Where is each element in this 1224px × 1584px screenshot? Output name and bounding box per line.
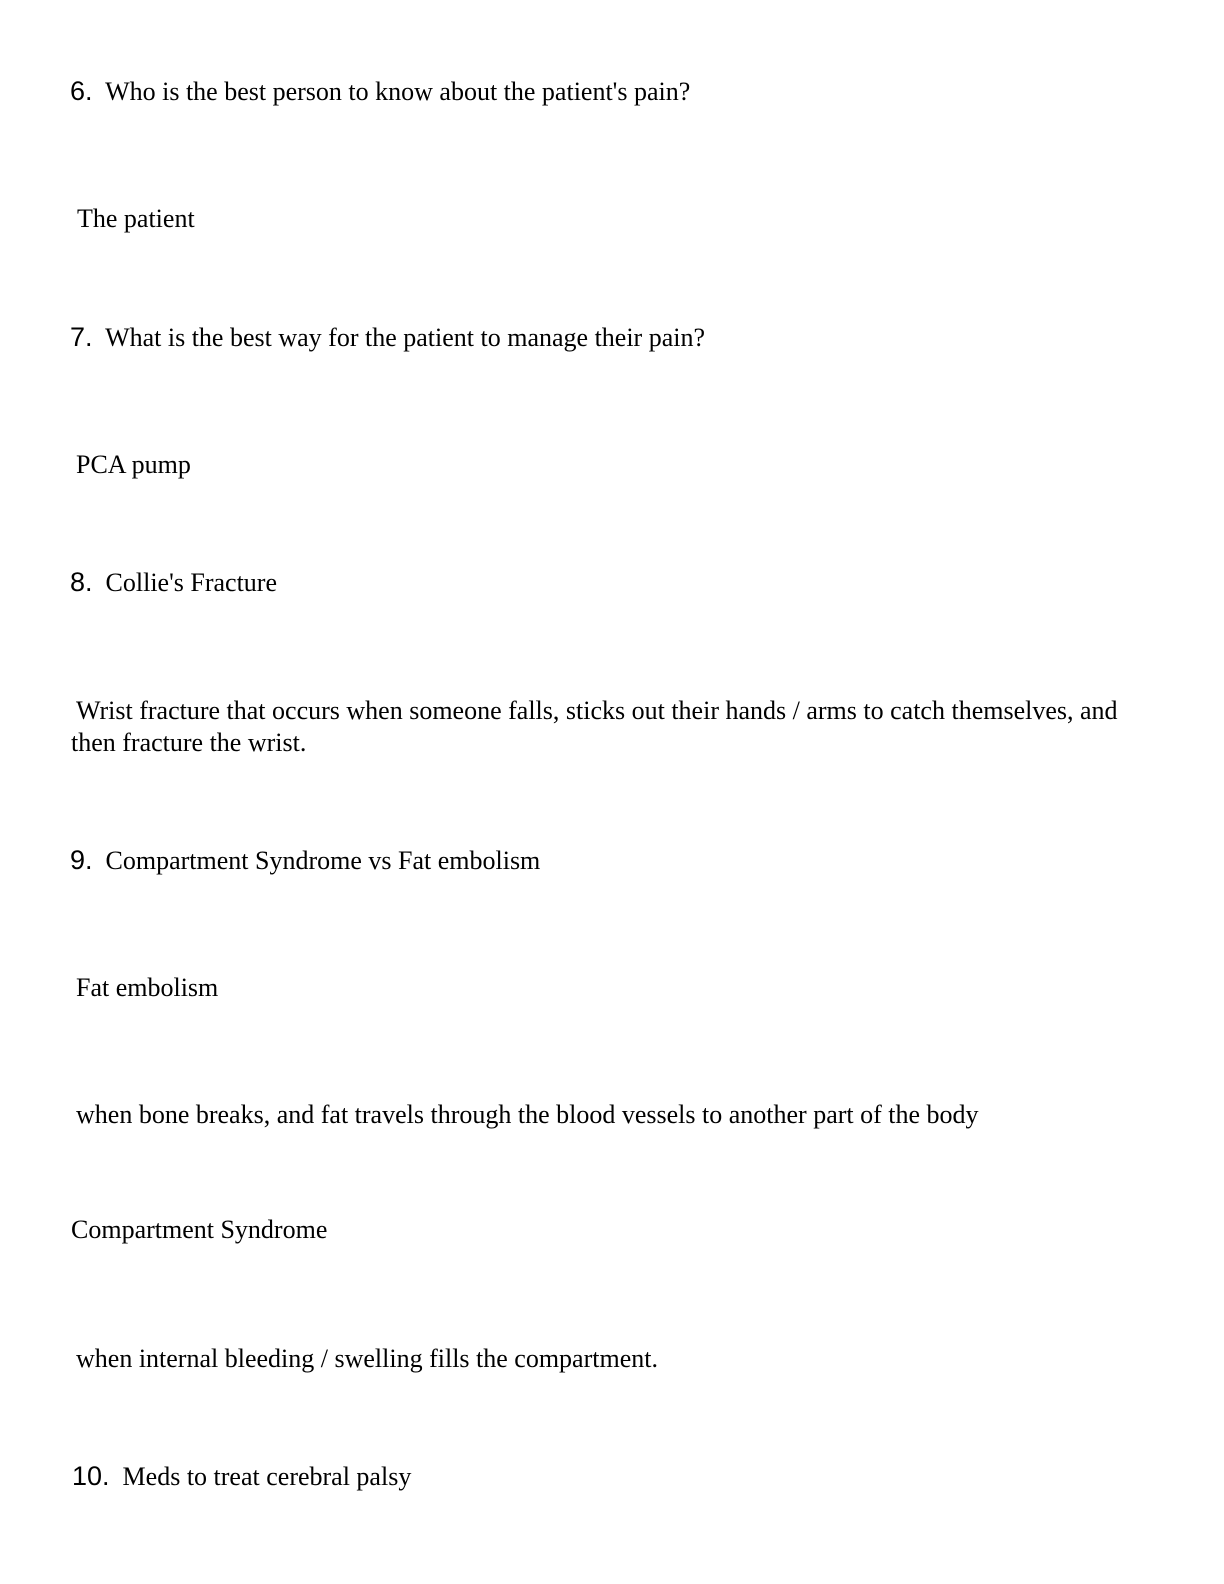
- answer-7: PCA pump: [76, 450, 191, 479]
- question-7: [70, 322, 705, 353]
- answer-9-fat-embolism-definition: when bone breaks, and fat travels through the blood vessels to another part of the body: [76, 1100, 979, 1129]
- answer-6: The patient: [77, 204, 195, 233]
- question-number: 8.: [70, 567, 93, 597]
- question-text: Collie's Fracture: [105, 568, 278, 597]
- question-number: 9.: [70, 845, 93, 875]
- answer-9-fat-embolism-heading: Fat embolism: [76, 973, 219, 1002]
- answer-9-compartment-heading: Compartment Syndrome: [71, 1215, 328, 1244]
- question-number: 7.: [70, 322, 93, 352]
- question-number: 10.: [72, 1461, 110, 1491]
- question-6: [70, 76, 690, 107]
- question-number: 6.: [70, 76, 93, 106]
- answer-9-compartment-definition: when internal bleeding / swelling fills the compartment.: [76, 1344, 658, 1373]
- answer-8: Wrist fracture that occurs when someone falls, sticks out their hands / arms to catch themselves, and then fracture the wrist.: [71, 696, 1118, 757]
- question-text: Who is the best person to know about the patient's pain?: [105, 77, 691, 106]
- question-text: Compartment Syndrome vs Fat embolism: [105, 846, 541, 875]
- question-9: [70, 845, 540, 876]
- question-text: Meds to treat cerebral palsy: [122, 1462, 412, 1491]
- question-text: What is the best way for the patient to manage their pain?: [105, 323, 706, 352]
- question-8: [70, 567, 277, 598]
- question-10: [72, 1461, 411, 1492]
